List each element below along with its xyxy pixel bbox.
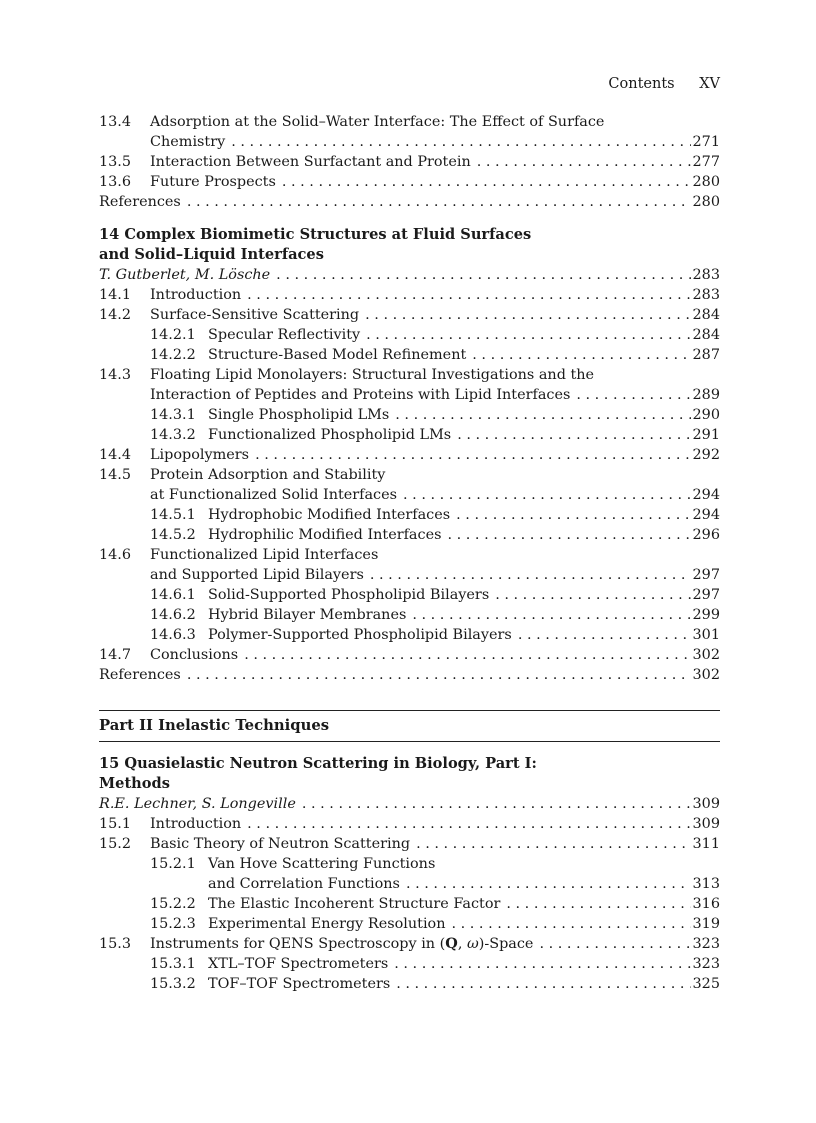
entry-title: Functionalized Phospholipid LMs (208, 427, 452, 443)
entry-title: References (99, 194, 181, 210)
toc-entry-14-2[interactable] (99, 305, 720, 325)
toc-entry-15-3-2[interactable] (99, 974, 720, 994)
entry-page: 284 (692, 307, 720, 323)
entry-number: 14.5.2 (150, 527, 196, 543)
leader-dots (255, 445, 690, 465)
entry-title: Solid-Supported Phospholipid Bilayers (208, 587, 490, 603)
entry-page: 311 (692, 836, 720, 852)
entry-number: 14.6.1 (150, 587, 196, 603)
entry-number: 15.3 (99, 936, 132, 952)
entry-title-cont: Chemistry (150, 134, 226, 150)
toc-entry-14-6-3[interactable] (99, 625, 720, 645)
toc-entry-14-1[interactable] (99, 285, 720, 305)
toc-entry-14-6-cont[interactable] (99, 565, 720, 585)
entry-number: 15.3.1 (150, 956, 196, 972)
leader-dots (276, 265, 690, 285)
entry-number: 14.2.2 (150, 347, 196, 363)
entry-number: 15.2.2 (150, 896, 196, 912)
entry-title (150, 934, 533, 954)
leader-dots (412, 605, 690, 625)
entry-page: 302 (692, 647, 720, 663)
entry-number: 14.7 (99, 647, 132, 663)
entry-number: 13.5 (99, 154, 132, 170)
entry-number: 14.5 (99, 467, 132, 483)
leader-dots (506, 894, 690, 914)
entry-number: 14.4 (99, 447, 132, 463)
entry-page: 283 (692, 287, 720, 303)
toc-entry-14-6-1[interactable] (99, 585, 720, 605)
toc-entry-13-4[interactable] (99, 112, 720, 132)
entry-page: 290 (692, 407, 720, 423)
entry-number: 14.3.1 (150, 407, 196, 423)
entry-page: 297 (692, 567, 720, 583)
entry-number: 14.6.3 (150, 627, 196, 643)
leader-dots (247, 814, 690, 834)
toc-entry-14-6-2[interactable] (99, 605, 720, 625)
toc-entry-14-4[interactable] (99, 445, 720, 465)
entry-page: 325 (692, 976, 720, 992)
leader-dots (518, 625, 691, 645)
leader-dots (451, 914, 690, 934)
entry-title: Introduction (150, 816, 242, 832)
entry-number: 15.3.2 (150, 976, 196, 992)
entry-page: 319 (692, 916, 720, 932)
leader-dots (282, 172, 691, 192)
table-of-contents (99, 112, 720, 994)
entry-number: 14.2.1 (150, 327, 196, 343)
chapter-title-line: and Solid–Liquid Interfaces (99, 246, 324, 263)
leader-dots (302, 794, 691, 814)
entry-page: 271 (692, 134, 720, 150)
entry-number: 14.6.2 (150, 607, 196, 623)
toc-entry-15-3[interactable] (99, 934, 720, 954)
toc-entry-14-7[interactable] (99, 645, 720, 665)
leader-dots (539, 934, 690, 954)
entry-title-text: Instruments for QENS Spectroscopy in ( (150, 936, 446, 952)
leader-dots (477, 152, 691, 172)
leader-dots (447, 525, 690, 545)
entry-number: 14.2 (99, 307, 132, 323)
chapter-14-title[interactable] (99, 225, 720, 265)
leader-dots (231, 132, 690, 152)
entry-title: XTL–TOF Spectrometers (208, 956, 389, 972)
entry-page: 302 (692, 667, 720, 683)
entry-title-text: )-Space (478, 936, 534, 952)
part-title: Part II Inelastic Techniques (99, 717, 330, 734)
chapter-title-line: Methods (99, 775, 170, 792)
entry-title: Functionalized Lipid Interfaces (150, 547, 379, 563)
leader-dots (457, 425, 690, 445)
chapter-14-authors[interactable] (99, 265, 720, 285)
chapter-15-authors[interactable] (99, 794, 720, 814)
symbol-omega: ω (466, 936, 479, 952)
entry-page: 292 (692, 447, 720, 463)
entry-title-cont: and Correlation Functions (208, 876, 400, 892)
symbol-q: Q (445, 935, 458, 952)
authors: T. Gutberlet, M. Lösche (99, 267, 271, 283)
entry-title: The Elastic Incoherent Structure Factor (208, 896, 501, 912)
leader-dots (396, 974, 690, 994)
toc-entry-references-13[interactable] (99, 192, 720, 212)
toc-entry-14-5-cont[interactable] (99, 485, 720, 505)
part-2-heading[interactable] (99, 710, 720, 742)
toc-entry-14-3-2[interactable] (99, 425, 720, 445)
entry-number: 14.1 (99, 287, 132, 303)
entry-title: Structure-Based Model Refinement (208, 347, 467, 363)
leader-dots (403, 485, 691, 505)
leader-dots (495, 585, 690, 605)
toc-entry-15-2-2[interactable] (99, 894, 720, 914)
entry-title: Hydrophobic Modified Interfaces (208, 507, 451, 523)
leader-dots (366, 325, 690, 345)
toc-entry-14-2-2[interactable] (99, 345, 720, 365)
entry-title-cont: at Functionalized Solid Interfaces (150, 487, 398, 503)
entry-title: Future Prospects (150, 174, 276, 190)
entry-title: Floating Lipid Monolayers: Structural Investigations and the (150, 367, 595, 383)
toc-entry-14-5[interactable] (99, 465, 720, 485)
toc-entry-14-3-1[interactable] (99, 405, 720, 425)
entry-title: Basic Theory of Neutron Scattering (150, 836, 411, 852)
toc-entry-references-14[interactable] (99, 665, 720, 685)
toc-entry-14-5-1[interactable] (99, 505, 720, 525)
entry-title: Interaction Between Surfactant and Protein (150, 154, 471, 170)
entry-page: 299 (692, 607, 720, 623)
entry-number: 14.5.1 (150, 507, 196, 523)
toc-entry-14-5-2[interactable] (99, 525, 720, 545)
header-page-number: XV (699, 76, 720, 92)
entry-page: 301 (692, 627, 720, 643)
entry-page: 283 (692, 267, 720, 283)
leader-dots (247, 285, 690, 305)
entry-title: TOF–TOF Spectrometers (208, 976, 391, 992)
entry-page: 309 (692, 796, 720, 812)
entry-title: Adsorption at the Solid–Water Interface: The Effect of Surface (150, 114, 605, 130)
leader-dots (416, 834, 690, 854)
entry-title: Van Hove Scattering Functions (208, 856, 436, 872)
entry-page: 291 (692, 427, 720, 443)
entry-title: Lipopolymers (150, 447, 250, 463)
toc-entry-14-2-1[interactable] (99, 325, 720, 345)
chapter-15-title[interactable] (99, 754, 720, 794)
entry-number: 15.2.3 (150, 916, 196, 932)
leader-dots (365, 305, 690, 325)
entry-page: 287 (692, 347, 720, 363)
entry-title: Protein Adsorption and Stability (150, 467, 386, 483)
entry-title-cont: Interaction of Peptides and Proteins with Lipid Interfaces (150, 387, 571, 403)
entry-title: Polymer-Supported Phospholipid Bilayers (208, 627, 512, 643)
entry-title: Specular Reflectivity (208, 327, 361, 343)
entry-number: 15.2.1 (150, 856, 196, 872)
entry-page: 294 (692, 507, 720, 523)
entry-page: 280 (692, 194, 720, 210)
entry-title: Single Phospholipid LMs (208, 407, 390, 423)
toc-entry-15-2-1[interactable] (99, 854, 720, 874)
entry-page: 323 (692, 936, 720, 952)
toc-entry-15-2-3[interactable] (99, 914, 720, 934)
entry-title: Conclusions (150, 647, 239, 663)
toc-entry-13-6[interactable] (99, 172, 720, 192)
leader-dots (394, 954, 690, 974)
entry-number: 14.3.2 (150, 427, 196, 443)
entry-title: Introduction (150, 287, 242, 303)
entry-page: 289 (692, 387, 720, 403)
entry-number: 14.6 (99, 547, 132, 563)
leader-dots (370, 565, 691, 585)
toc-entry-13-5[interactable] (99, 152, 720, 172)
entry-title: Hybrid Bilayer Membranes (208, 607, 407, 623)
leader-dots (406, 874, 691, 894)
leader-dots (456, 505, 690, 525)
leader-dots (472, 345, 690, 365)
toc-entry-15-2[interactable] (99, 834, 720, 854)
toc-entry-14-6[interactable] (99, 545, 720, 565)
leader-dots (187, 665, 691, 685)
entry-title: References (99, 667, 181, 683)
entry-title: Surface-Sensitive Scattering (150, 307, 360, 323)
leader-dots (576, 385, 690, 405)
chapter-title-line: 14 Complex Biomimetic Structures at Fluid Surfaces (99, 226, 532, 243)
toc-entry-15-1[interactable] (99, 814, 720, 834)
entry-page: 280 (692, 174, 720, 190)
leader-dots (244, 645, 690, 665)
entry-number: 13.4 (99, 114, 132, 130)
entry-page: 309 (692, 816, 720, 832)
leader-dots (395, 405, 690, 425)
authors: R.E. Lechner, S. Longeville (99, 796, 296, 812)
entry-title: Experimental Energy Resolution (208, 916, 446, 932)
running-header (608, 76, 720, 92)
toc-entry-15-2-1-cont[interactable] (99, 874, 720, 894)
entry-page: 316 (692, 896, 720, 912)
toc-entry-14-3[interactable] (99, 365, 720, 385)
leader-dots (187, 192, 691, 212)
toc-entry-15-3-1[interactable] (99, 954, 720, 974)
entry-page: 323 (692, 956, 720, 972)
entry-page: 284 (692, 327, 720, 343)
entry-title-cont: and Supported Lipid Bilayers (150, 567, 364, 583)
entry-page: 297 (692, 587, 720, 603)
header-section: Contents (608, 76, 675, 92)
entry-number: 15.1 (99, 816, 132, 832)
entry-page: 313 (692, 876, 720, 892)
entry-page: 296 (692, 527, 720, 543)
toc-entry-14-3-cont[interactable] (99, 385, 720, 405)
chapter-title-line: 15 Quasielastic Neutron Scattering in Biology, Part I: (99, 755, 537, 772)
entry-number: 13.6 (99, 174, 132, 190)
entry-page: 277 (692, 154, 720, 170)
entry-page: 294 (692, 487, 720, 503)
toc-entry-13-4-cont[interactable] (99, 132, 720, 152)
entry-number: 14.3 (99, 367, 132, 383)
entry-title-text: , (457, 936, 467, 952)
entry-number: 15.2 (99, 836, 132, 852)
entry-title: Hydrophilic Modified Interfaces (208, 527, 442, 543)
